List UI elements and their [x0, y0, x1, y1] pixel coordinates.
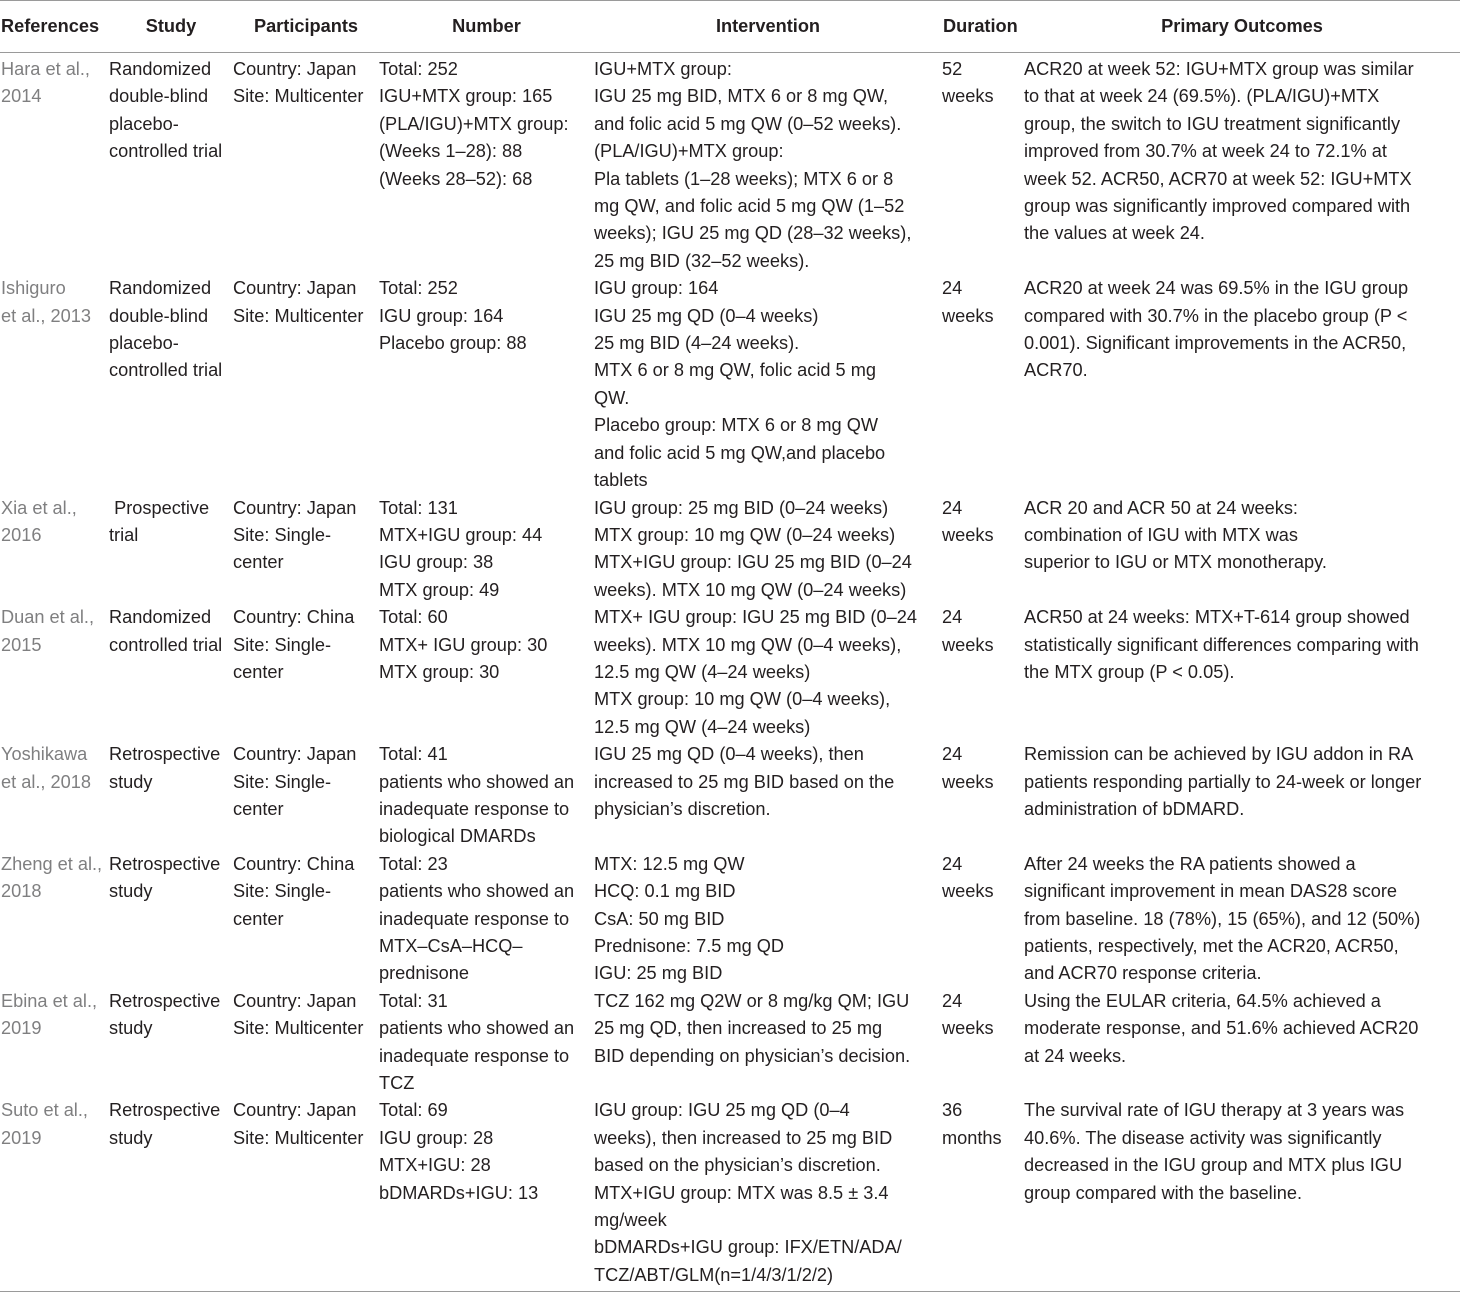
study-cell: Retrospective study — [109, 990, 221, 1039]
header-intervention: Intervention — [594, 1, 942, 53]
reference-cell[interactable]: Ebina et al., 2019 — [1, 990, 98, 1039]
duration-cell: 24 weeks — [942, 278, 994, 326]
header-references: References — [0, 1, 109, 53]
intervention-cell: IGU+MTX group: IGU 25 mg BID, MTX 6 or 8 mg QW, and folic acid 5 mg QW (0–52 weeks). (PLA/IGU)+MTX group: Pla tablets (1–28 weeks); MTX 6 or 8 mg QW, and folic acid 5 mg QW (1–52 weeks); IGU 25 mg QD (28–32 weeks), 25 mg BID (32–52 weeks). — [594, 59, 912, 271]
participants-cell: Country: Japan Site: Multicenter — [233, 278, 364, 326]
header-primary-outcomes: Primary Outcomes — [1024, 1, 1460, 53]
duration-cell: 24 weeks — [942, 497, 994, 545]
header-study: Study — [109, 1, 233, 53]
duration-cell: 24 weeks — [942, 990, 994, 1039]
number-cell: Total: 60 MTX+ IGU group: 30 MTX group: 30 — [379, 607, 548, 682]
intervention-cell: IGU group: 164 IGU 25 mg QD (0–4 weeks) 25 mg BID (4–24 weeks). MTX 6 or 8 mg QW, folic acid 5 mg QW. Placebo group: MTX 6 or 8 mg QW and folic acid 5 mg QW,and placebo tablets — [594, 278, 886, 491]
intervention-cell: IGU group: 25 mg BID (0–24 weeks) MTX group: 10 mg QW (0–24 weeks) MTX+IGU group: IGU 25 mg BID (0–24 weeks). MTX 10 mg QW (0–24 weeks) — [594, 497, 912, 600]
intervention-cell: TCZ 162 mg Q2W or 8 mg/kg QM; IGU 25 mg QD, then increased to 25 mg BID depending on physician’s decision. — [594, 990, 911, 1066]
duration-cell: 52 weeks — [942, 59, 994, 107]
participants-cell: Country: Japan Site: Multicenter — [233, 1097, 379, 1291]
table-row — [0, 495, 1460, 605]
outcomes-cell: Using the EULAR criteria, 64.5% achieved a moderate response, and 51.6% achieved ACR20 at 24 weeks. — [1024, 990, 1419, 1066]
outcomes-cell: ACR50 at 24 weeks: MTX+T-614 group showed statistically significant differences comparing with the MTX group (P < 0.05). — [1024, 607, 1419, 682]
outcomes-cell: ACR20 at week 52: IGU+MTX group was similar to that at week 24 (69.5%). (PLA/IGU)+MTX group, the switch to IGU treatment significantly improved from 30.7% at week 24 to 72.1% at week 52. ACR50, ACR70 at week 52: IGU+MTX group was significantly improved compared with the values at week 24. — [1024, 59, 1414, 244]
reference-cell[interactable]: Xia et al., 2016 — [1, 497, 77, 545]
number-cell: Total: 41 patients who showed an inadequate response to biological DMARDs — [379, 744, 575, 847]
duration-cell: 36 months — [942, 1097, 1024, 1291]
intervention-cell: MTX+ IGU group: IGU 25 mg BID (0–24 weeks). MTX 10 mg QW (0–4 weeks), 12.5 mg QW (4–24 weeks) MTX group: 10 mg QW (0–4 weeks), 12.5 mg QW (4–24 weeks) — [594, 607, 917, 737]
header-row — [0, 1, 1460, 53]
outcomes-cell: The survival rate of IGU therapy at 3 years was 40.6%. The disease activity was significantly decreased in the IGU group and MTX plus IGU group compared with the baseline. — [1024, 1097, 1460, 1291]
outcomes-cell: After 24 weeks the RA patients showed a significant improvement in mean DAS28 score from baseline. 18 (78%), 15 (65%), and 12 (50%) patients, respectively, met the ACR20, ACR50, and ACR70 response criteria. — [1024, 853, 1421, 984]
number-cell: Total: 252 IGU+MTX group: 165 (PLA/IGU)+MTX group: (Weeks 1–28): 88 (Weeks 28–52): 68 — [379, 59, 569, 189]
reference-cell[interactable]: Hara et al., 2014 — [1, 59, 90, 107]
intervention-cell: IGU 25 mg QD (0–4 weeks), then increased to 25 mg BID based on the physician’s discretion. — [594, 744, 895, 819]
number-cell: Total: 31 patients who showed an inadequate response to TCZ — [379, 990, 575, 1094]
outcomes-cell: Remission can be achieved by IGU addon in RA patients responding partially to 24-week or longer administration of bDMARD. — [1024, 744, 1422, 819]
study-cell: Retrospective study — [109, 853, 221, 902]
header-participants: Participants — [233, 1, 379, 53]
reference-cell[interactable]: Duan et al., 2015 — [1, 607, 95, 655]
participants-cell: Country: Japan Site: Single- center — [233, 744, 357, 819]
reference-cell[interactable]: Zheng et al., 2018 — [1, 853, 103, 902]
table-row — [0, 604, 1460, 741]
participants-cell: Country: Japan Site: Multicenter — [233, 59, 364, 107]
number-cell: Total: 23 patients who showed an inadequate response to MTX–CsA–HCQ– prednisone — [379, 853, 575, 984]
table-row — [0, 988, 1460, 1098]
study-cell: Randomized double-blind placebo- controlled trial — [109, 59, 223, 162]
duration-cell: 24 weeks — [942, 744, 994, 792]
outcomes-cell: ACR20 at week 24 was 69.5% in the IGU group compared with 30.7% in the placebo group (P < 0.001). Significant improvements in the ACR50, ACR70. — [1024, 278, 1409, 381]
duration-cell: 24 weeks — [942, 853, 994, 902]
intervention-cell: MTX: 12.5 mg QW HCQ: 0.1 mg BID CsA: 50 mg BID Prednisone: 7.5 mg QD IGU: 25 mg BID — [594, 853, 785, 984]
intervention-cell: IGU group: IGU 25 mg QD (0–4 weeks), then increased to 25 mg BID based on the physician’s discretion. MTX+IGU group: MTX was 8.5 ± 3.4 mg/week bDMARDs+IGU group: IFX/ETN/ADA/ TCZ/ABT/GLM(n=1/4/3/1/2/2) — [594, 1097, 942, 1291]
table-row — [0, 851, 1460, 988]
table-row — [0, 275, 1460, 494]
table-row — [0, 741, 1460, 851]
number-cell: Total: 252 IGU group: 164 Placebo group: 88 — [379, 278, 527, 354]
participants-cell: Country: China Site: Single- center — [233, 853, 355, 929]
study-cell: Randomized double-blind placebo- controlled trial — [109, 278, 223, 381]
table-row — [0, 53, 1460, 276]
duration-cell: 24 weeks — [942, 607, 994, 655]
reference-cell[interactable]: Yoshikawa et al., 2018 — [1, 744, 91, 792]
study-cell: Randomized controlled trial — [109, 607, 223, 655]
number-cell: Total: 131 MTX+IGU group: 44 IGU group: 38 MTX group: 49 — [379, 497, 543, 600]
study-cell: Retrospective study — [109, 1097, 233, 1291]
study-cell: Retrospective study — [109, 744, 221, 792]
header-number: Number — [379, 1, 594, 53]
study-cell: Prospective trial — [109, 497, 210, 545]
participants-cell: Country: China Site: Single- center — [233, 607, 355, 682]
header-duration: Duration — [942, 1, 1024, 53]
reference-cell[interactable]: Suto et al., 2019 — [0, 1097, 109, 1291]
participants-cell: Country: Japan Site: Multicenter — [233, 990, 364, 1039]
table-row — [0, 1097, 1460, 1291]
reference-cell[interactable]: Ishiguro et al., 2013 — [1, 278, 91, 326]
number-cell: Total: 69 IGU group: 28 MTX+IGU: 28 bDMARDs+IGU: 13 — [379, 1097, 594, 1291]
participants-cell: Country: Japan Site: Single- center — [233, 497, 357, 573]
outcomes-cell: ACR 20 and ACR 50 at 24 weeks: combination of IGU with MTX was superior to IGU or MTX monotherapy. — [1024, 497, 1327, 573]
